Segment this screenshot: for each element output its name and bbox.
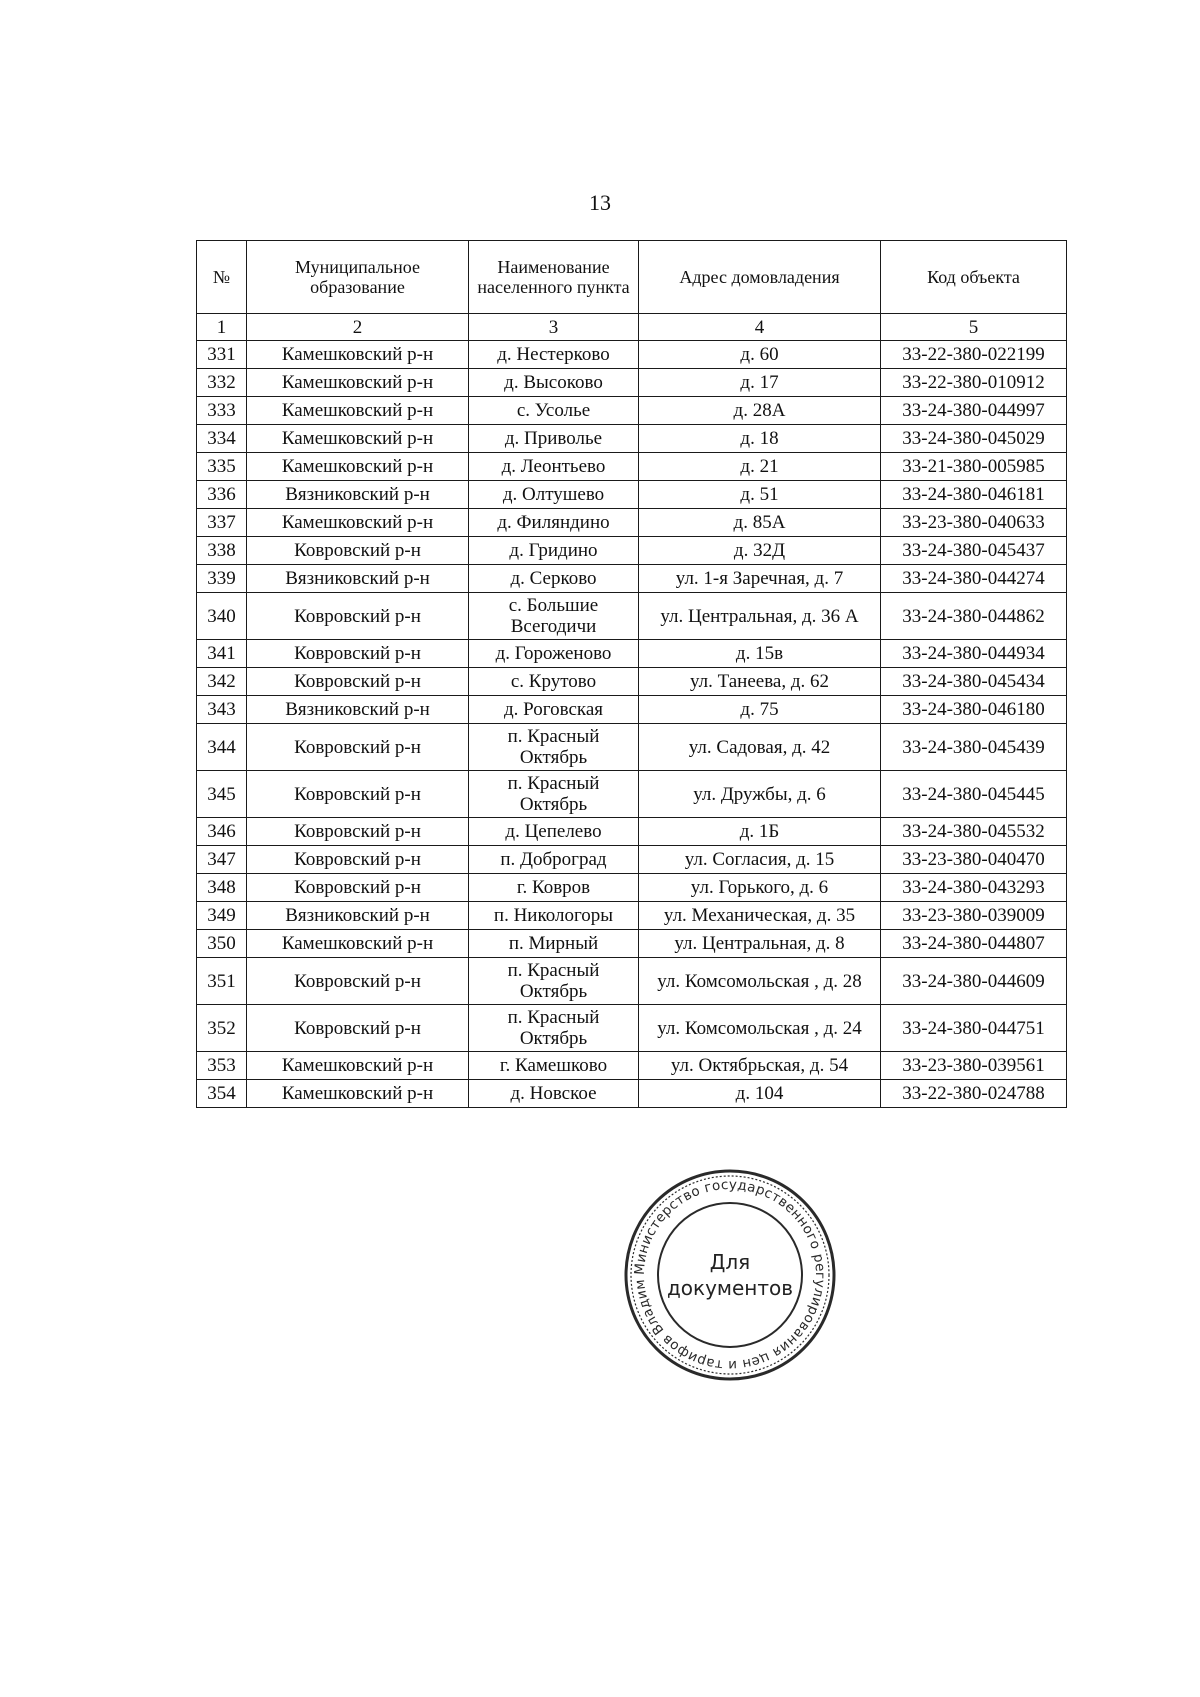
column-index: 3	[469, 314, 639, 341]
cell-number: 339	[197, 565, 247, 593]
table-row	[197, 902, 1067, 930]
cell-municipality: Камешковский р-н	[247, 341, 469, 369]
cell-municipality: Ковровский р-н	[247, 537, 469, 565]
cell-object-code: 33-24-380-044862	[881, 593, 1067, 640]
cell-object-code: 33-24-380-044751	[881, 1005, 1067, 1052]
cell-number: 336	[197, 481, 247, 509]
cell-settlement: с. Большие Всегодичи	[469, 593, 639, 640]
cell-number: 335	[197, 453, 247, 481]
table-row	[197, 930, 1067, 958]
column-index: 2	[247, 314, 469, 341]
table-row	[197, 958, 1067, 1005]
column-index: 4	[639, 314, 881, 341]
cell-settlement: д. Приволье	[469, 425, 639, 453]
cell-settlement: г. Камешково	[469, 1052, 639, 1080]
table-row	[197, 537, 1067, 565]
table-row	[197, 696, 1067, 724]
cell-address: ул. Комсомольская , д. 28	[639, 958, 881, 1005]
cell-address: д. 32Д	[639, 537, 881, 565]
cell-municipality: Камешковский р-н	[247, 397, 469, 425]
official-stamp	[620, 1165, 840, 1385]
cell-municipality: Камешковский р-н	[247, 509, 469, 537]
cell-number: 349	[197, 902, 247, 930]
cell-municipality: Ковровский р-н	[247, 724, 469, 771]
table-row	[197, 1052, 1067, 1080]
table-row	[197, 341, 1067, 369]
cell-settlement: п. Красный Октябрь	[469, 1005, 639, 1052]
table-row	[197, 397, 1067, 425]
cell-municipality: Ковровский р-н	[247, 818, 469, 846]
cell-object-code: 33-24-380-044274	[881, 565, 1067, 593]
cell-municipality: Вязниковский р-н	[247, 481, 469, 509]
cell-municipality: Ковровский р-н	[247, 640, 469, 668]
table-row	[197, 453, 1067, 481]
table-row	[197, 481, 1067, 509]
cell-settlement: с. Усолье	[469, 397, 639, 425]
cell-address: д. 1Б	[639, 818, 881, 846]
cell-municipality: Ковровский р-н	[247, 958, 469, 1005]
table-row	[197, 874, 1067, 902]
cell-settlement: д. Леонтьево	[469, 453, 639, 481]
table-row	[197, 509, 1067, 537]
table-row	[197, 640, 1067, 668]
cell-address: д. 17	[639, 369, 881, 397]
cell-number: 342	[197, 668, 247, 696]
cell-settlement: д. Серково	[469, 565, 639, 593]
stamp-ring-text: Министерство государственного регулирования цен и тарифов Владим	[631, 1176, 829, 1374]
cell-object-code: 33-22-380-022199	[881, 341, 1067, 369]
cell-settlement: п. Никологоры	[469, 902, 639, 930]
cell-number: 352	[197, 1005, 247, 1052]
table-row	[197, 565, 1067, 593]
header-address: Адрес домовладения	[639, 241, 881, 314]
cell-object-code: 33-24-380-044609	[881, 958, 1067, 1005]
cell-address: д. 21	[639, 453, 881, 481]
cell-municipality: Камешковский р-н	[247, 1052, 469, 1080]
page-number: 13	[589, 190, 611, 215]
cell-object-code: 33-23-380-040470	[881, 846, 1067, 874]
cell-object-code: 33-23-380-040633	[881, 509, 1067, 537]
cell-settlement: д. Нестерково	[469, 341, 639, 369]
table-row	[197, 425, 1067, 453]
cell-object-code: 33-24-380-045029	[881, 425, 1067, 453]
cell-address: д. 85А	[639, 509, 881, 537]
cell-settlement: п. Красный Октябрь	[469, 724, 639, 771]
table-row	[197, 771, 1067, 818]
cell-settlement: д. Высоково	[469, 369, 639, 397]
cell-municipality: Вязниковский р-н	[247, 902, 469, 930]
header-municipality: Муниципальное образование	[247, 241, 469, 314]
cell-address: ул. Танеева, д. 62	[639, 668, 881, 696]
cell-municipality: Камешковский р-н	[247, 369, 469, 397]
cell-municipality: Камешковский р-н	[247, 1080, 469, 1108]
cell-settlement: д. Цепелево	[469, 818, 639, 846]
cell-object-code: 33-24-380-045437	[881, 537, 1067, 565]
cell-address: ул. Комсомольская , д. 24	[639, 1005, 881, 1052]
registry-table	[196, 240, 1067, 1108]
cell-number: 347	[197, 846, 247, 874]
cell-address: ул. Механическая, д. 35	[639, 902, 881, 930]
table-row	[197, 369, 1067, 397]
table-row	[197, 724, 1067, 771]
cell-municipality: Камешковский р-н	[247, 425, 469, 453]
table-row	[197, 818, 1067, 846]
cell-object-code: 33-23-380-039561	[881, 1052, 1067, 1080]
cell-number: 333	[197, 397, 247, 425]
cell-address: ул. Садовая, д. 42	[639, 724, 881, 771]
cell-address: ул. 1-я Заречная, д. 7	[639, 565, 881, 593]
cell-address: д. 15в	[639, 640, 881, 668]
cell-settlement: г. Ковров	[469, 874, 639, 902]
cell-settlement: д. Новское	[469, 1080, 639, 1108]
cell-address: ул. Центральная, д. 36 А	[639, 593, 881, 640]
cell-number: 343	[197, 696, 247, 724]
cell-number: 332	[197, 369, 247, 397]
cell-object-code: 33-22-380-010912	[881, 369, 1067, 397]
stamp-center-line1: Для	[709, 1250, 751, 1274]
table-header-row	[197, 241, 1067, 314]
cell-settlement: д. Олтушево	[469, 481, 639, 509]
cell-address: д. 104	[639, 1080, 881, 1108]
table-row	[197, 1080, 1067, 1108]
cell-object-code: 33-24-380-045532	[881, 818, 1067, 846]
cell-settlement: п. Мирный	[469, 930, 639, 958]
cell-municipality: Ковровский р-н	[247, 846, 469, 874]
cell-number: 337	[197, 509, 247, 537]
cell-municipality: Вязниковский р-н	[247, 696, 469, 724]
cell-municipality: Ковровский р-н	[247, 668, 469, 696]
stamp-center-line2: документов	[666, 1276, 794, 1300]
cell-object-code: 33-24-380-045434	[881, 668, 1067, 696]
cell-address: д. 51	[639, 481, 881, 509]
cell-municipality: Вязниковский р-н	[247, 565, 469, 593]
cell-address: д. 28А	[639, 397, 881, 425]
cell-municipality: Ковровский р-н	[247, 593, 469, 640]
cell-number: 354	[197, 1080, 247, 1108]
stamp-inner-ring	[658, 1203, 802, 1347]
cell-address: ул. Дружбы, д. 6	[639, 771, 881, 818]
table-row	[197, 593, 1067, 640]
cell-number: 351	[197, 958, 247, 1005]
cell-number: 338	[197, 537, 247, 565]
cell-number: 353	[197, 1052, 247, 1080]
cell-object-code: 33-24-380-045445	[881, 771, 1067, 818]
column-index-row	[197, 314, 1067, 341]
cell-address: ул. Горького, д. 6	[639, 874, 881, 902]
cell-address: ул. Центральная, д. 8	[639, 930, 881, 958]
cell-object-code: 33-24-380-046180	[881, 696, 1067, 724]
cell-number: 334	[197, 425, 247, 453]
cell-settlement: п. Красный Октябрь	[469, 771, 639, 818]
header-object-code: Код объекта	[881, 241, 1067, 314]
cell-address: д. 18	[639, 425, 881, 453]
cell-settlement: д. Роговская	[469, 696, 639, 724]
column-index: 5	[881, 314, 1067, 341]
cell-object-code: 33-24-380-044997	[881, 397, 1067, 425]
column-index: 1	[197, 314, 247, 341]
cell-settlement: д. Филяндино	[469, 509, 639, 537]
stamp-seal-graphic	[620, 1165, 840, 1385]
table-row	[197, 668, 1067, 696]
cell-settlement: д. Гридино	[469, 537, 639, 565]
cell-settlement: с. Крутово	[469, 668, 639, 696]
cell-number: 340	[197, 593, 247, 640]
cell-number: 345	[197, 771, 247, 818]
cell-number: 341	[197, 640, 247, 668]
header-settlement: Наименование населенного пункта	[469, 241, 639, 314]
cell-object-code: 33-24-380-044807	[881, 930, 1067, 958]
cell-object-code: 33-23-380-039009	[881, 902, 1067, 930]
cell-municipality: Ковровский р-н	[247, 1005, 469, 1052]
cell-municipality: Ковровский р-н	[247, 771, 469, 818]
cell-address: д. 60	[639, 341, 881, 369]
cell-object-code: 33-24-380-043293	[881, 874, 1067, 902]
cell-municipality: Камешковский р-н	[247, 930, 469, 958]
table-row	[197, 1005, 1067, 1052]
cell-municipality: Ковровский р-н	[247, 874, 469, 902]
table-row	[197, 846, 1067, 874]
cell-municipality: Камешковский р-н	[247, 453, 469, 481]
cell-object-code: 33-24-380-046181	[881, 481, 1067, 509]
cell-settlement: п. Доброград	[469, 846, 639, 874]
cell-number: 346	[197, 818, 247, 846]
cell-number: 348	[197, 874, 247, 902]
cell-settlement: п. Красный Октябрь	[469, 958, 639, 1005]
cell-object-code: 33-22-380-024788	[881, 1080, 1067, 1108]
header-number: №	[197, 241, 247, 314]
cell-address: ул. Согласия, д. 15	[639, 846, 881, 874]
cell-object-code: 33-24-380-044934	[881, 640, 1067, 668]
cell-address: д. 75	[639, 696, 881, 724]
cell-number: 344	[197, 724, 247, 771]
cell-address: ул. Октябрьская, д. 54	[639, 1052, 881, 1080]
cell-object-code: 33-21-380-005985	[881, 453, 1067, 481]
cell-settlement: д. Гороженово	[469, 640, 639, 668]
cell-number: 331	[197, 341, 247, 369]
cell-number: 350	[197, 930, 247, 958]
table-body	[197, 314, 1067, 1108]
cell-object-code: 33-24-380-045439	[881, 724, 1067, 771]
